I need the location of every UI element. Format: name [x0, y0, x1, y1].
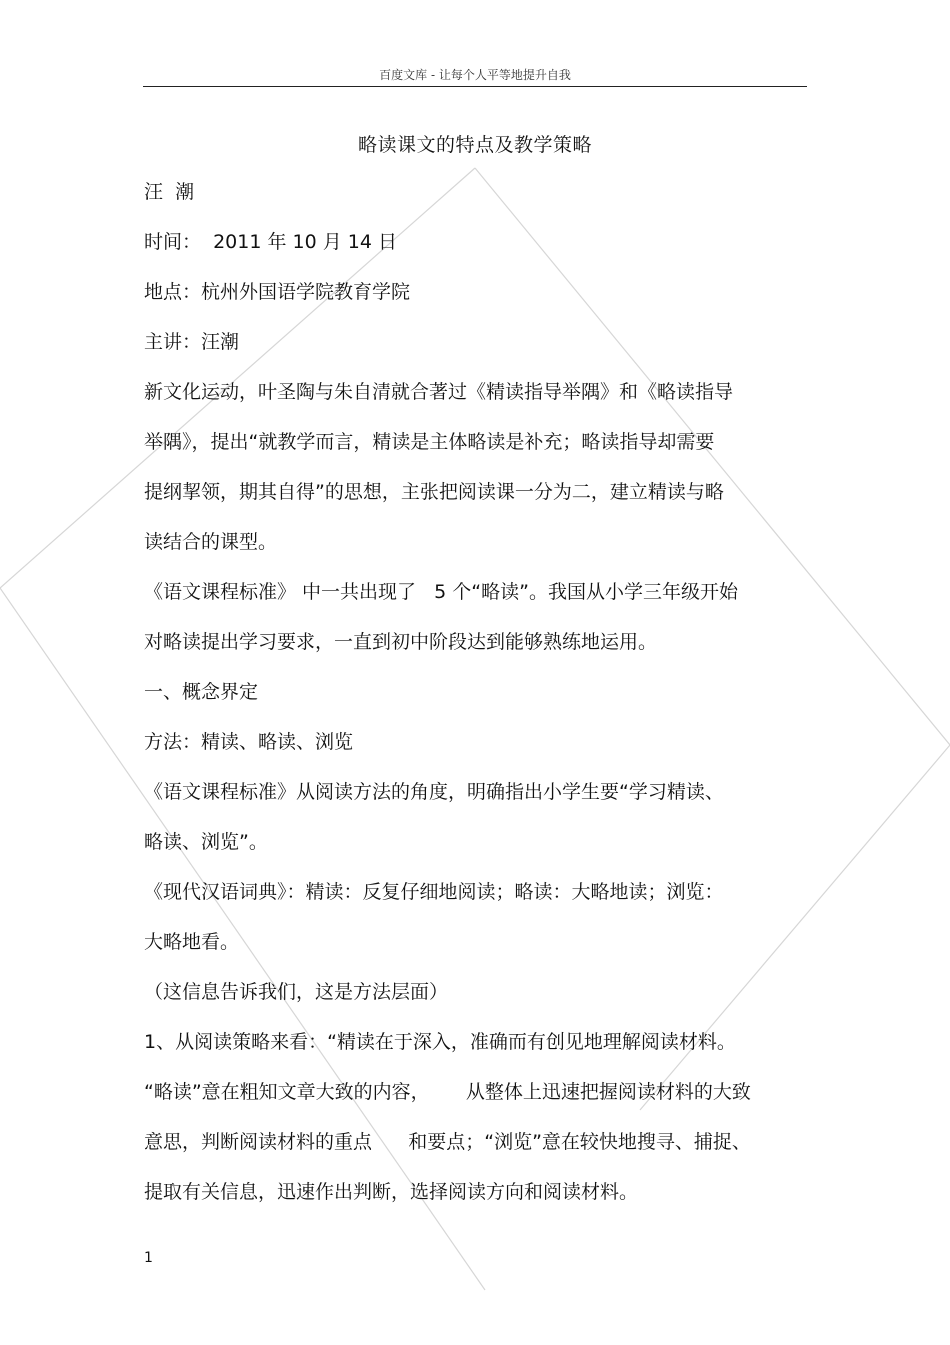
paragraph-line: 方法：精读、略读、浏览	[144, 731, 354, 753]
time-line: 时间： 2011 年 10 月 14 日	[144, 231, 397, 253]
paragraph-line: 提纲挈领，期其自得”的思想，主张把阅读课一分为二，建立精读与略	[144, 481, 724, 503]
speaker-line: 主讲：汪潮	[144, 331, 240, 353]
paragraph-line: 1、从阅读策略来看：“精读在于深入，准确而有创见地理解阅读材料。	[144, 1031, 736, 1053]
page-number: 1	[144, 1250, 153, 1266]
paragraph-line: 新文化运动，叶圣陶与朱自清就合著过《精读指导举隅》和《略读指导	[144, 381, 734, 403]
paragraph-line: （这信息告诉我们，这是方法层面）	[144, 981, 449, 1003]
paragraph-line: 《语文课程标准》从阅读方法的角度，明确指出小学生要“学习精读、	[144, 781, 724, 803]
page-header: 百度文库 - 让每个人平等地提升自我	[379, 68, 571, 82]
paragraph-line: 大略地看。	[144, 931, 240, 953]
paragraph-line: 举隅》，提出“就教学而言，精读是主体略读是补充；略读指导却需要	[144, 431, 715, 453]
paragraph-line: 《语文课程标准》 中一共出现了 5 个“略读”。我国从小学三年级开始	[144, 581, 738, 603]
paragraph-line: 略读、浏览”。	[144, 831, 268, 853]
paragraph-line: 提取有关信息，迅速作出判断，选择阅读方向和阅读材料。	[144, 1181, 639, 1203]
paragraph-line: 《现代汉语词典》：精读：反复仔细地阅读；略读：大略地读；浏览：	[144, 881, 724, 903]
document-title: 略读课文的特点及教学策略	[357, 134, 592, 156]
author-line: 汪 潮	[144, 181, 195, 203]
paragraph-line: 读结合的课型。	[144, 531, 278, 553]
paragraph-line: 意思，判断阅读材料的重点 和要点；“浏览”意在较快地搜寻、捕捉、	[144, 1131, 751, 1153]
paragraph-line: 对略读提出学习要求，一直到初中阶段达到能够熟练地运用。	[144, 631, 658, 653]
paragraph-line: “略读”意在粗知文章大致的内容， 从整体上迅速把握阅读材料的大致	[144, 1081, 751, 1103]
header-rule	[143, 86, 807, 87]
section-heading: 一、概念界定	[144, 681, 259, 703]
location-line: 地点：杭州外国语学院教育学院	[144, 281, 411, 303]
